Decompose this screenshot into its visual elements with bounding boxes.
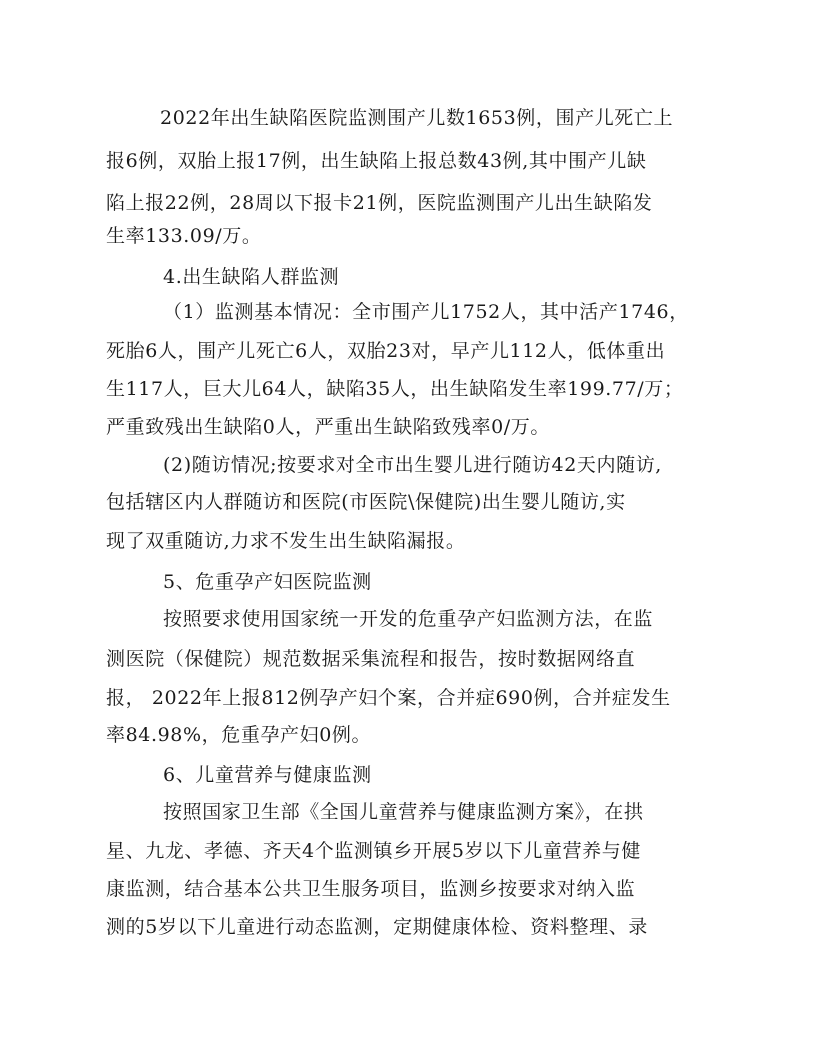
paragraph-line: 康监测，结合基本公共卫生服务项目，监测乡按要求对纳入监 bbox=[106, 878, 636, 900]
paragraph-line: 星、九龙、孝德、齐天4个监测镇乡开展5岁以下儿童营养与健 bbox=[106, 840, 641, 862]
paragraph-line: 严重致残出生缺陷0人，严重出生缺陷致残率0/万。 bbox=[106, 416, 550, 438]
paragraph-line: 陷上报22例，28周以下报卡21例，医院监测围产儿出生缺陷发 bbox=[106, 192, 653, 214]
paragraph-line: 率84.98%，危重孕产妇0例。 bbox=[106, 724, 372, 746]
paragraph-line: 报6例，双胎上报17例，出生缺陷上报总数43例,其中围产儿缺 bbox=[106, 150, 647, 172]
paragraph-line: (2)随访情况;按要求对全市出生婴儿进行随访42天内随访, bbox=[163, 454, 662, 476]
section-heading: 6、儿童营养与健康监测 bbox=[163, 764, 372, 786]
paragraph-line: 生117人，巨大儿64人，缺陷35人，出生缺陷发生率199.77/万； bbox=[106, 378, 684, 400]
paragraph-line: 报， 2022年上报812例孕产妇个案，合并症690例，合并症发生 bbox=[106, 687, 671, 709]
section-heading: 4.出生缺陷人群监测 bbox=[163, 266, 340, 288]
paragraph-line: 包括辖区内人群随访和医院(市医院\保健院)出生婴儿随访,实 bbox=[106, 491, 626, 513]
paragraph-line: 测的5岁以下儿童进行动态监测，定期健康体检、资料整理、录 bbox=[106, 916, 648, 938]
paragraph-line: 测医院（保健院）规范数据采集流程和报告，按时数据网络直 bbox=[106, 648, 636, 670]
paragraph-line: 按照国家卫生部《全国儿童营养与健康监测方案》，在拱 bbox=[163, 801, 644, 823]
paragraph-line: 2022年出生缺陷医院监测围产儿数1653例，围产儿死亡上 bbox=[160, 107, 674, 129]
paragraph-line: 现了双重随访,力求不发生出生缺陷漏报。 bbox=[106, 530, 466, 552]
paragraph-line: （1）监测基本情况：全市围产儿1752人，其中活产1746， bbox=[163, 301, 689, 323]
paragraph-line: 按照要求使用国家统一开发的危重孕产妇监测方法，在监 bbox=[163, 608, 654, 630]
paragraph-line: 生率133.09/万。 bbox=[106, 225, 262, 247]
section-heading: 5、危重孕产妇医院监测 bbox=[163, 571, 372, 593]
paragraph-line: 死胎6人，围产儿死亡6人，双胎23对，早产儿112人，低体重出 bbox=[106, 340, 666, 362]
